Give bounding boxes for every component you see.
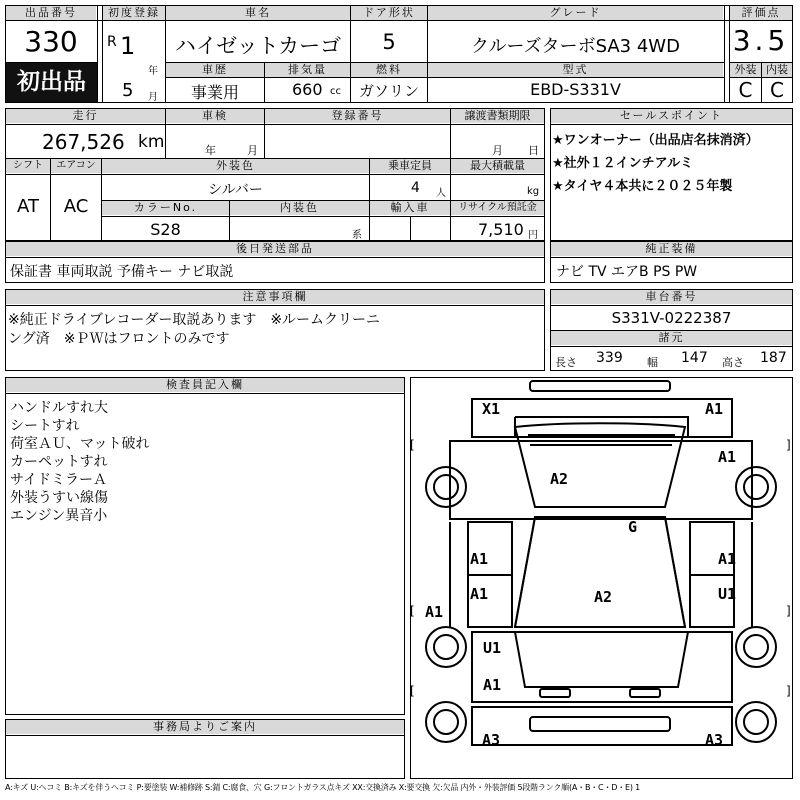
mileage: 267,526 (42, 130, 125, 154)
int-color-label: 内装色 (230, 201, 369, 215)
inspector-line-6: 外装うすい線傷 (10, 490, 108, 506)
equipment: ナビ TV エアB PS PW (556, 264, 698, 280)
width-label: 幅 (647, 356, 658, 369)
car-diagram-svg (410, 377, 793, 779)
first-reg-label: 初度登録 (103, 6, 165, 20)
reg-no-label: 登録番号 (265, 109, 450, 123)
damage-code-u1-left: U1 (483, 639, 502, 657)
inspector-line-2: シートすれ (10, 418, 80, 434)
inspector-line-7: エンジン異音小 (10, 508, 108, 524)
recycle-label: リサイクル預託金 (451, 201, 544, 215)
int-color-unit: 系 (352, 230, 362, 241)
recycle-unit: 円 (528, 230, 538, 241)
score-label: 評価点 (730, 6, 792, 20)
notes-line-2: ング済 ※ＰＷはフロントのみです (8, 331, 230, 347)
damage-code-a1-right-front: A1 (718, 448, 737, 466)
width: 147 (681, 350, 708, 366)
length-label: 長さ (555, 356, 577, 369)
later-parts: 保証書 車両取説 予備キー ナビ取説 (10, 264, 234, 280)
score: 3.5 (732, 24, 790, 57)
first-listing-text: 初出品 (17, 69, 86, 95)
chassis-label: 車台番号 (551, 290, 792, 304)
recycle-amount: 7,510 (478, 220, 524, 239)
damage-code-a1-rear: A1 (483, 676, 502, 694)
inspector-label: 検査員記入欄 (6, 378, 404, 392)
inspector-line-5: サイドミラーＡ (10, 472, 108, 488)
int-grade: C (770, 78, 784, 102)
grade: クルーズターボSA3 4WD (471, 36, 680, 57)
inspection-label: 車検 (166, 109, 264, 123)
shift: AT (17, 196, 39, 217)
mileage-label: 走行 (6, 109, 165, 123)
load-unit: kg (527, 186, 540, 197)
damage-code-a1-right-door: A1 (718, 550, 737, 568)
equipment-label: 純正装備 (551, 242, 792, 256)
model: EBD-S331V (530, 80, 621, 99)
displacement: 660 (292, 80, 323, 99)
height-label: 高さ (722, 356, 744, 369)
color-label: 外装色 (102, 159, 369, 173)
transfer-day: 日 (528, 144, 539, 157)
month-unit: 月 (148, 92, 158, 103)
ext-grade: C (738, 78, 753, 102)
inspector-line-4: カーペットすれ (10, 454, 108, 470)
displacement-label: 排気量 (265, 63, 350, 77)
ac-label: エアコン (51, 159, 101, 173)
fuel: ガソリン (358, 82, 419, 100)
office-label: 事務局よりご案内 (6, 720, 404, 734)
grade-label: グレード (428, 6, 723, 20)
length: 339 (596, 350, 623, 366)
model-label: 型式 (428, 63, 723, 77)
fuel-label: 燃料 (351, 63, 427, 77)
inspector-line-3: 荷室ＡＵ、マット破れ (10, 436, 150, 452)
lot-label: 出品番号 (6, 6, 96, 20)
capacity: 4 (411, 180, 420, 196)
svg-text:[: [ (410, 604, 415, 618)
history-label: 車歴 (166, 63, 264, 77)
displacement-unit: cc (330, 86, 341, 97)
transfer-label: 譲渡書類期限 (451, 109, 544, 123)
damage-code-a1-left-door: A1 (470, 550, 489, 568)
color-no-label: カラーNo. (102, 201, 229, 215)
sales-points-label: セールスポイント (551, 109, 792, 123)
damage-code-a2-windshield: A2 (550, 470, 569, 488)
notes-line-1: ※純正ドライブレコーダー取説あります ※ルームクリーニ (8, 312, 381, 328)
doors: 5 (382, 30, 396, 54)
import-label: 輸入車 (370, 201, 450, 215)
dims-label: 諸元 (551, 331, 792, 345)
int-label: 内装 (762, 63, 792, 77)
inspector-line-1: ハンドルすれ大 (10, 400, 108, 416)
era-year: 1 (120, 32, 136, 60)
damage-code-a2-roof: A2 (594, 588, 613, 606)
sales-point-1: ★ワンオーナー（出品店名抹消済） (552, 133, 759, 148)
car-name: ハイゼットカーゴ (174, 34, 342, 58)
sales-point-3: ★タイヤ４本共に２０２５年製 (552, 179, 733, 194)
capacity-label: 乗車定員 (370, 159, 450, 173)
damage-code-a3-right: A3 (705, 731, 724, 749)
month: 5 (122, 80, 134, 101)
height: 187 (760, 350, 787, 366)
damage-code-u1-right: U1 (718, 585, 737, 603)
transfer-month: 月 (492, 144, 503, 157)
svg-text:]: ] (786, 438, 791, 452)
later-parts-label: 後日発送部品 (6, 242, 544, 256)
legend: A:キズ U:ヘコミ B:キズを伴うヘコミ P:要塗装 W:補修跡 S:錆 C:腐食、穴 G:フロントガラス点キズ XX:交換済み X:要交換 欠:欠品 内外・外装評価 5段階ランク順(A・B・C・D・E) 1 (5, 783, 641, 792)
era: R (107, 34, 117, 50)
load-label: 最大積載量 (451, 159, 544, 173)
capacity-unit: 人 (436, 188, 446, 199)
lot-number: 330 (24, 25, 78, 58)
history: 事業用 (190, 83, 239, 102)
mileage-unit: km (138, 132, 165, 152)
svg-text:[: [ (410, 438, 415, 452)
damage-code-a3-left: A3 (482, 731, 501, 749)
color-no: S28 (150, 220, 181, 239)
damage-code-a1-left-rear-door: A1 (470, 585, 489, 603)
inspection-month: 月 (247, 144, 258, 157)
ac: AC (63, 196, 89, 217)
ext-label: 外装 (730, 63, 761, 77)
damage-code-a1-left-side: A1 (425, 603, 444, 621)
inspection-year: 年 (205, 144, 216, 157)
svg-text:[: [ (410, 684, 415, 698)
svg-text:]: ] (786, 684, 791, 698)
color: シルバー (208, 182, 263, 198)
sales-point-2: ★社外１２インチアルミ (552, 156, 694, 171)
svg-text:]: ] (786, 604, 791, 618)
name-label: 車名 (166, 6, 350, 20)
damage-code-x1: X1 (482, 400, 501, 418)
shift-label: シフト (6, 159, 50, 173)
doors-label: ドア形状 (351, 6, 427, 20)
year-unit: 年 (148, 66, 158, 77)
notes-label: 注意事項欄 (6, 290, 544, 304)
damage-code-a1-top-right: A1 (705, 400, 724, 418)
damage-code-g: G (628, 518, 638, 536)
chassis-number: S331V-0222387 (611, 309, 732, 327)
